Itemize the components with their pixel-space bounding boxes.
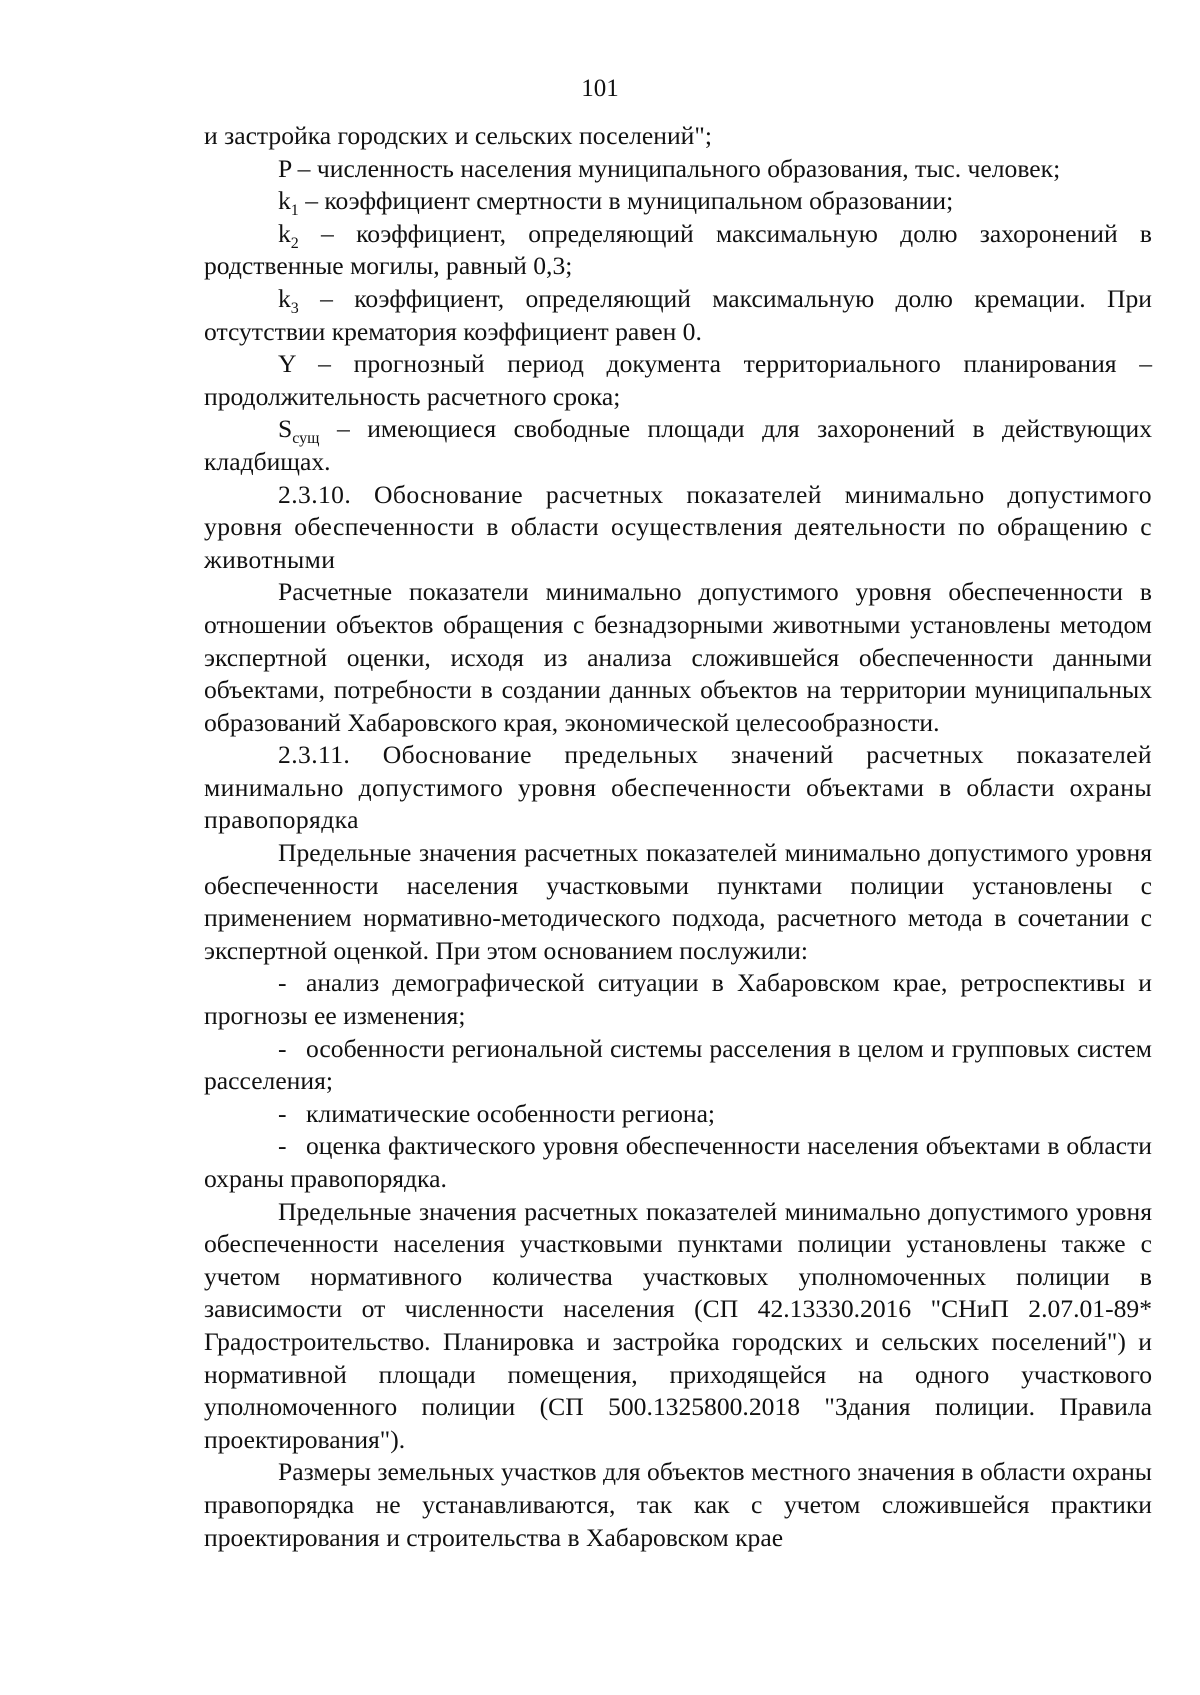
list-item — [204, 967, 1152, 1032]
list-item — [204, 1033, 1152, 1098]
variable-subscript: 1 — [290, 202, 299, 220]
list-item-text: климатические особенности региона; — [306, 1098, 716, 1128]
list-item-text: особенности региональной системы расселения в целом и групповых систем расселения; — [204, 1033, 1152, 1096]
variable-subscript: сущ — [292, 430, 320, 448]
definition-text: – коэффициент, определяющий максимальную долю захоронений в родственные могилы, равный 0,3; — [204, 218, 1152, 281]
paragraph-definition-k1 — [204, 185, 1152, 218]
list-item — [204, 1098, 1152, 1131]
variable-letter: S — [278, 414, 293, 444]
definition-text: – коэффициент смертности в муниципальном образовании; — [298, 186, 954, 216]
list-item-text: оценка фактического уровня обеспеченности населения объектами в области охраны правопорядка. — [204, 1131, 1152, 1193]
list-item-text: анализ демографической ситуации в Хабаровском крае, ретроспективы и прогнозы ее изменения; — [204, 968, 1152, 1031]
variable-subscript: 2 — [290, 234, 299, 252]
definition-text: – коэффициент, определяющий максимальную долю кремации. При отсутствии крематория коэффициент равен 0. — [204, 283, 1152, 346]
paragraph-animals: Расчетные показатели минимально допустимого уровня обеспеченности в отношении объектов обращения с безнадзорными животными установлены методом экспертной оценки, исходя из анализа сложившейся обеспеченности данными объектами, потребности в создании данных объектов на территории муниципальных образований Хабаровского края, экономической целесообразности. — [204, 577, 1152, 737]
paragraph-definition-y: Y – прогнозный период документа территориального планирования – продолжительность расчетного срока; — [204, 349, 1152, 411]
document-body — [204, 120, 1152, 1554]
section-heading-2-3-10: 2.3.10. Обоснование расчетных показателей минимально допустимого уровня обеспеченности в области осуществления деятельности по обращению с животными — [204, 479, 1152, 574]
list-item — [204, 1130, 1152, 1195]
variable-letter: k — [278, 186, 291, 216]
variable-subscript: 3 — [290, 299, 299, 317]
variable-letter: k — [278, 283, 291, 313]
variable-letter: k — [278, 218, 291, 248]
paragraph-continuation: и застройка городских и сельских поселений"; — [204, 121, 712, 150]
paragraph-police-points: Предельные значения расчетных показателей минимально допустимого уровня обеспеченности населения участковыми пунктами полиции установлены с применением нормативно-методического подхода, расчетного метода в сочетании с экспертной оценкой. При этом основанием послужили: — [204, 838, 1152, 965]
bullet-mark: - — [278, 1033, 287, 1063]
bullet-mark: - — [278, 1131, 287, 1161]
section-heading-2-3-11: 2.3.11. Обоснование предельных значений расчетных показателей минимально допустимого уровня обеспеченности объектами в области охраны правопорядка — [204, 740, 1152, 835]
definition-text: – имеющиеся свободные площади для захоронений в действующих кладбищах. — [204, 414, 1152, 476]
paragraph-definition-p: P – численность населения муниципального образования, тыс. человек; — [278, 153, 1061, 183]
paragraph-definition-k2 — [204, 218, 1152, 283]
paragraph-definition-s — [204, 413, 1152, 478]
page-number: 101 — [581, 75, 619, 102]
paragraph-normative: Предельные значения расчетных показателей минимально допустимого уровня обеспеченности населения участковыми пунктами полиции установлены также с учетом нормативного количества участковых уполномоченных полиции в зависимости от численности населения (СП 42.13330.2016 "СНиП 2.07.01-89* Градостроительство. Планировка и застройка городских и сельских поселений") и нормативной площади помещения, приходящейся на одного участкового уполномоченного полиции (СП 500.1325800.2018 "Здания полиции. Правила проектирования"). — [204, 1196, 1152, 1454]
paragraph-land-plots: Размеры земельных участков для объектов местного значения в области охраны правопорядка не устанавливаются, так как с учетом сложившейся практики проектирования и строительства в Хабаровском крае — [204, 1457, 1152, 1552]
bullet-mark: - — [278, 1098, 287, 1128]
paragraph-definition-k3 — [204, 283, 1152, 348]
bullet-mark: - — [278, 968, 287, 998]
